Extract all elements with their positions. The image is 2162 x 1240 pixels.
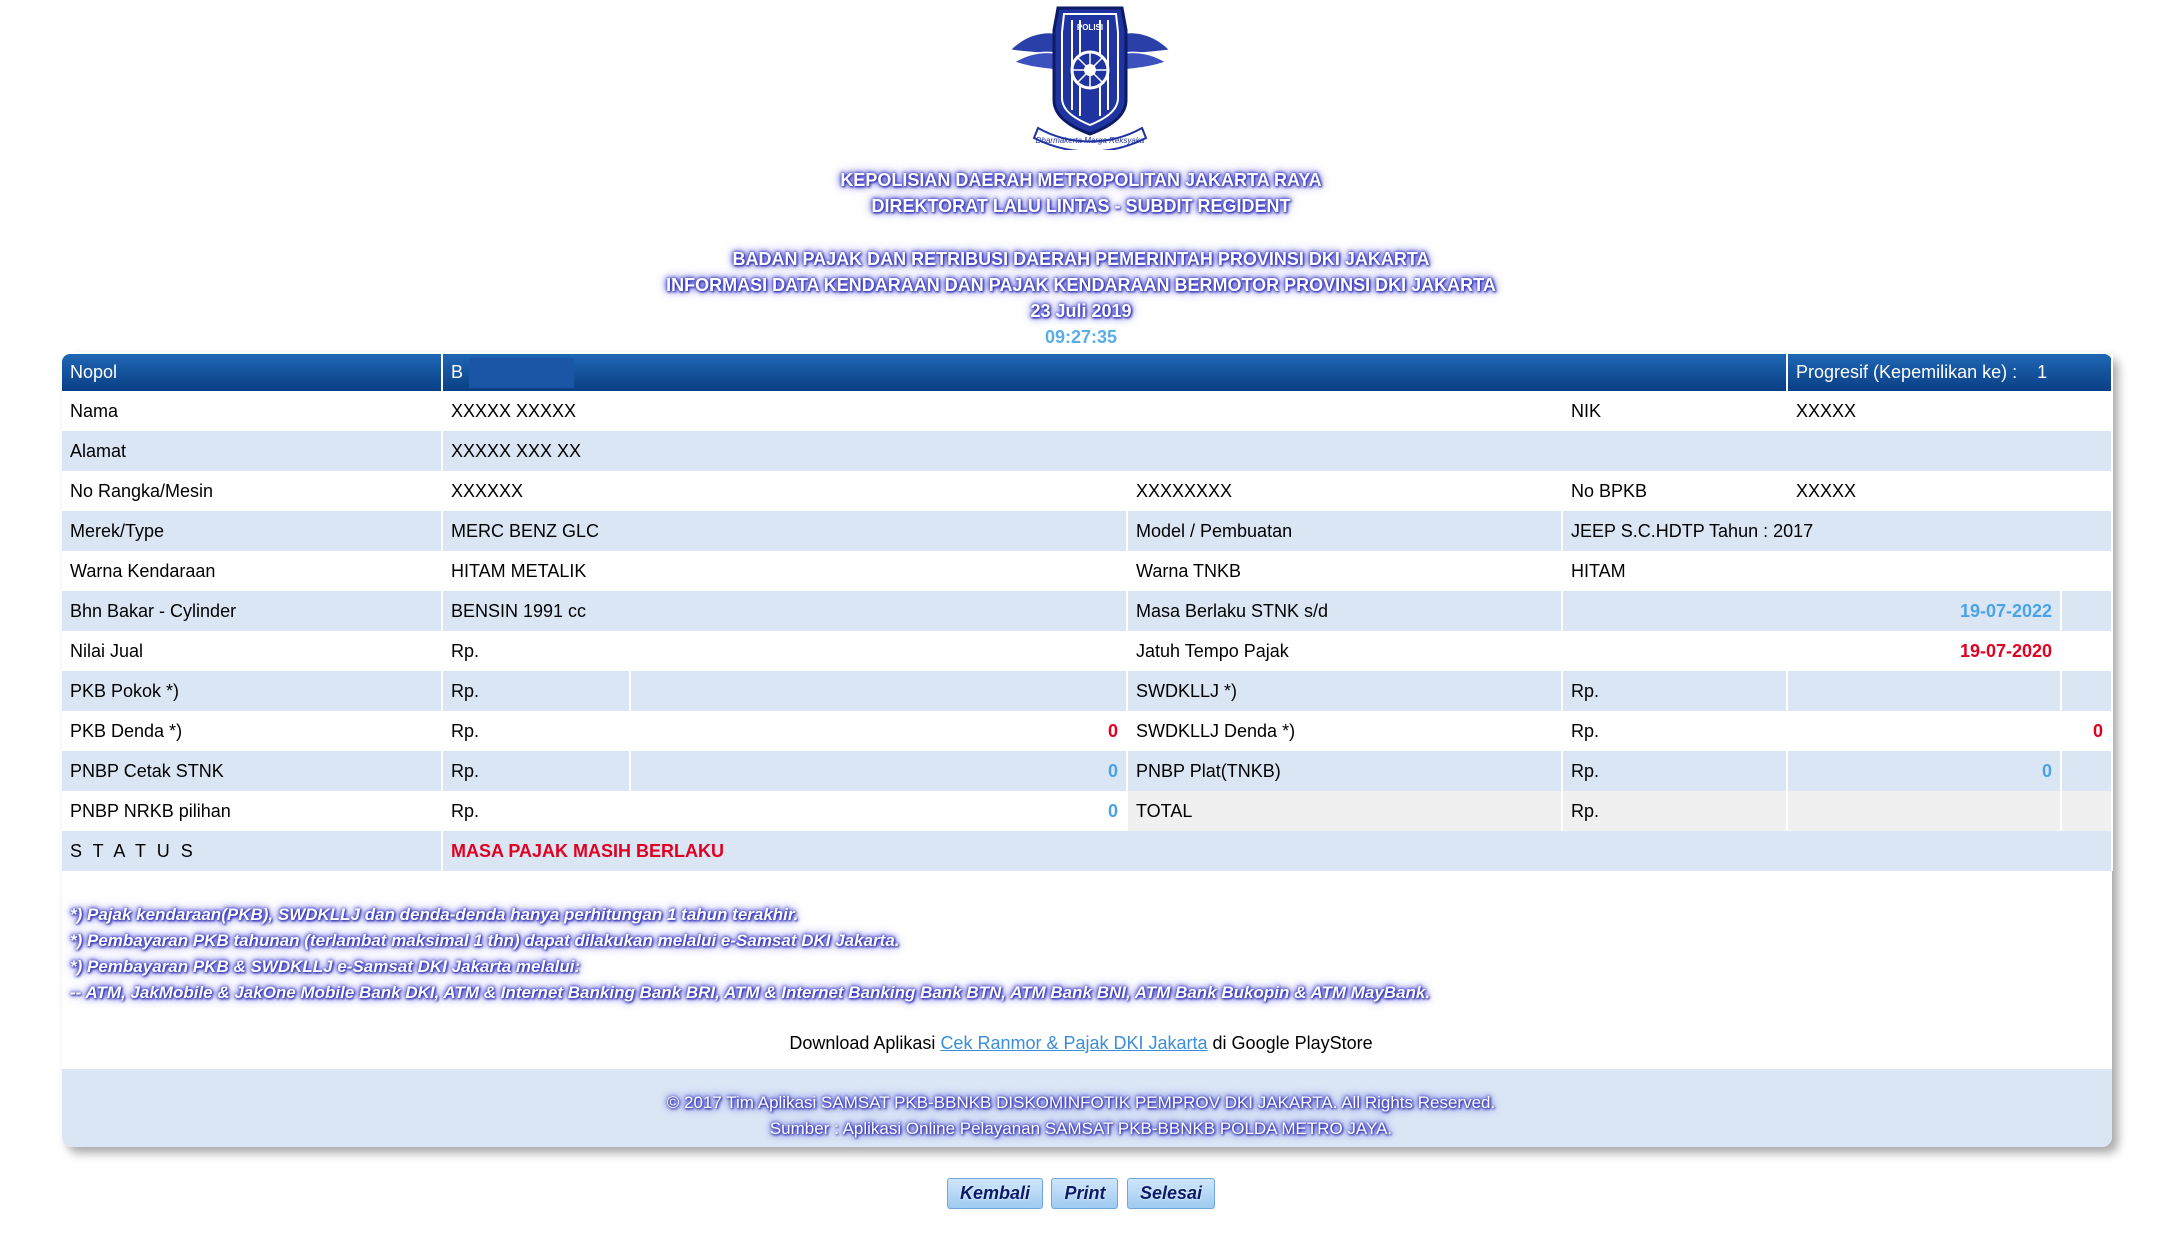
nilai-rp: Rp. [442, 631, 1127, 671]
swdd-value: 0 [1787, 711, 2112, 751]
nilai-label: Nilai Jual [62, 631, 442, 671]
merek-value: MERC BENZ GLC [442, 511, 1127, 551]
pkb-rp: Rp. [442, 671, 630, 711]
stnk-spacer [2061, 591, 2112, 631]
bahan-label: Bhn Bakar - Cylinder [62, 591, 442, 631]
status-value: MASA PAJAK MASIH BERLAKU [442, 831, 2112, 871]
stnk-value: 19-07-2022 [1562, 591, 2061, 631]
table-row-nilai [62, 631, 2112, 671]
tnkb-label: Warna TNKB [1127, 551, 1562, 591]
swdd-rp: Rp. [1562, 711, 1787, 751]
button-bar [0, 1178, 2162, 1209]
playstore-app-link[interactable]: Cek Ranmor & Pajak DKI Jakarta [940, 1033, 1208, 1053]
swd-value [1787, 671, 2061, 711]
plat-spacer [2061, 751, 2112, 791]
rangka-label: No Rangka/Mesin [62, 471, 442, 511]
bahan-value: BENSIN 1991 cc [442, 591, 1127, 631]
note-line: -- ATM, JakMobile & JakOne Mobile Bank DKI, ATM & Internet Banking Bank BRI, ATM & Internet Banking Bank BTN, ATM Bank BNI, ATM Bank Bukopin & ATM MayBank. [70, 983, 1431, 1002]
progresif-value: 1 [2037, 362, 2048, 382]
cetak-label: PNBP Cetak STNK [62, 751, 442, 791]
nama-value: XXXXX XXXXX [442, 391, 1562, 431]
pkb-value [630, 671, 1127, 711]
table-row-status [62, 831, 2112, 871]
logo-top-text: POLISI [1076, 23, 1104, 32]
nik-value: XXXXX [1787, 391, 2112, 431]
total-spacer [2061, 791, 2112, 831]
alamat-value: XXXXX XXX XX [442, 431, 2112, 471]
swd-label: SWDKLLJ *) [1127, 671, 1562, 711]
status-label: S T A T U S [62, 831, 442, 871]
total-value [1787, 791, 2061, 831]
selesai-button[interactable]: Selesai [1127, 1178, 1215, 1209]
header-bapenda: BADAN PAJAK DAN RETRIBUSI DAERAH PEMERINTAH PROVINSI DKI JAKARTA [732, 249, 1430, 269]
nrkb-label: PNBP NRKB pilihan [62, 791, 442, 831]
vehicle-data-table [62, 354, 2113, 871]
print-button[interactable]: Print [1051, 1178, 1118, 1209]
jatuh-spacer [2061, 631, 2112, 671]
header-info: INFORMASI DATA KENDARAAN DAN PAJAK KENDARAAN BERMOTOR PROVINSI DKI JAKARTA [666, 275, 1496, 295]
table-row-merek [62, 511, 2112, 551]
jatuh-value: 19-07-2020 [1562, 631, 2061, 671]
note-line: *) Pembayaran PKB tahunan (terlambat maksimal 1 thn) dapat dilakukan melalui e-Samsat DKI Jakarta. [70, 931, 900, 950]
table-row-bahan [62, 591, 2112, 631]
table-row-rangka [62, 471, 2112, 511]
nopol-value: B [451, 361, 464, 382]
bpkb-value: XXXXX [1787, 471, 2112, 511]
swd-rp: Rp. [1562, 671, 1787, 711]
nopol-label: Nopol [62, 354, 442, 391]
footer-source: Sumber : Aplikasi Online Pelayanan SAMSAT PKB-BBNKB POLDA METRO JAYA. [769, 1119, 1393, 1138]
progresif-cell [1787, 354, 2112, 391]
total-label: TOTAL [1127, 791, 1562, 831]
mesin-value: XXXXXXXX [1127, 471, 1562, 511]
polda-emblem-logo [1000, 0, 1180, 150]
nrkb-value: 0 [630, 791, 1127, 831]
download-prefix: Download Aplikasi [789, 1033, 941, 1053]
pkb-label: PKB Pokok *) [62, 671, 442, 711]
model-value: JEEP S.C.HDTP Tahun : 2017 [1562, 511, 2112, 551]
table-row-pkb-denda [62, 711, 2112, 751]
nik-label: NIK [1562, 391, 1787, 431]
model-label: Model / Pembuatan [1127, 511, 1562, 551]
nrkb-rp: Rp. [442, 791, 630, 831]
nopol-redaction [469, 358, 574, 388]
kembali-button[interactable]: Kembali [947, 1178, 1043, 1209]
cetak-value: 0 [630, 751, 1127, 791]
alamat-label: Alamat [62, 431, 442, 471]
plat-rp: Rp. [1562, 751, 1787, 791]
pkbd-value: 0 [630, 711, 1127, 751]
plat-value: 0 [1787, 751, 2061, 791]
table-row-cetak [62, 751, 2112, 791]
download-line [0, 1033, 2162, 1054]
tnkb-value: HITAM [1562, 551, 2112, 591]
logo-ribbon-text: Dharmakerta Marga Reksyaka [1035, 136, 1145, 145]
header-police: KEPOLISIAN DAERAH METROPOLITAN JAKARTA RAYA [840, 170, 1322, 190]
notes-block [70, 902, 1870, 1006]
jatuh-label: Jatuh Tempo Pajak [1127, 631, 1562, 671]
header-time: 09:27:35 [1044, 327, 1118, 347]
note-line: *) Pembayaran PKB & SWDKLLJ e-Samsat DKI Jakarta melalui: [70, 957, 581, 976]
bpkb-label: No BPKB [1562, 471, 1787, 511]
table-row-pkb [62, 671, 2112, 711]
swd-spacer [2061, 671, 2112, 711]
download-suffix: di Google PlayStore [1207, 1033, 1373, 1053]
header-directorate: DIREKTORAT LALU LINTAS - SUBDIT REGIDENT [871, 196, 1291, 216]
stnk-label: Masa Berlaku STNK s/d [1127, 591, 1562, 631]
plat-label: PNBP Plat(TNKB) [1127, 751, 1562, 791]
total-rp: Rp. [1562, 791, 1787, 831]
pkbd-label: PKB Denda *) [62, 711, 442, 751]
warna-label: Warna Kendaraan [62, 551, 442, 591]
progresif-label: Progresif (Kepemilikan ke) : [1796, 362, 2018, 382]
table-row-nama [62, 391, 2112, 431]
footer-copyright: © 2017 Tim Aplikasi SAMSAT PKB-BBNKB DISKOMINFOTIK PEMPROV DKI JAKARTA. All Rights Reserved. [666, 1093, 1496, 1112]
warna-value: HITAM METALIK [442, 551, 1127, 591]
table-row-alamat [62, 431, 2112, 471]
pkbd-rp: Rp. [442, 711, 630, 751]
note-line: *) Pajak kendaraan(PKB), SWDKLLJ dan denda-denda hanya perhitungan 1 tahun terakhir. [70, 905, 799, 924]
rangka-value: XXXXXX [442, 471, 1127, 511]
table-row-warna [62, 551, 2112, 591]
header-date: 23 Juli 2019 [1030, 301, 1132, 321]
swdd-label: SWDKLLJ Denda *) [1127, 711, 1562, 751]
nopol-cell [442, 354, 1787, 391]
table-row-nopol [62, 354, 2112, 391]
merek-label: Merek/Type [62, 511, 442, 551]
table-row-nrkb [62, 791, 2112, 831]
cetak-rp: Rp. [442, 751, 630, 791]
nama-label: Nama [62, 391, 442, 431]
